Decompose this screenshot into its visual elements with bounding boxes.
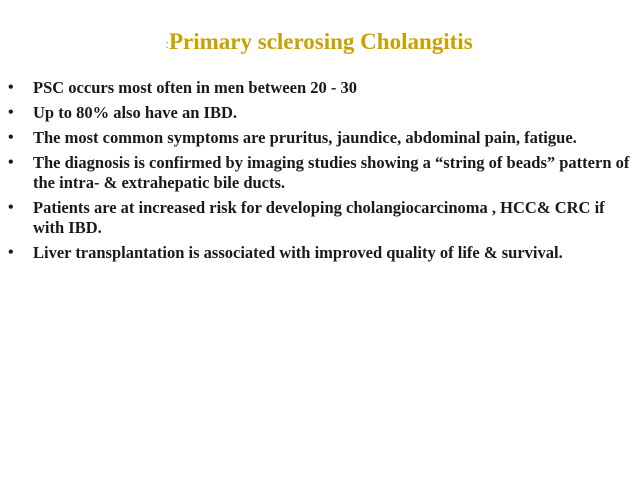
slide-title xyxy=(0,28,638,58)
bullet-item xyxy=(8,128,634,148)
slide-title-prefix: : xyxy=(165,36,169,51)
bullet-icon: • xyxy=(8,199,14,216)
bullet-list xyxy=(8,78,634,268)
bullet-text: Up to 80% also have an IBD. xyxy=(33,103,237,122)
bullet-item xyxy=(8,198,634,238)
bullet-icon: • xyxy=(8,129,14,146)
bullet-text: The most common symptoms are pruritus, jaundice, abdominal pain, fatigue. xyxy=(33,128,577,147)
bullet-text: The diagnosis is confirmed by imaging studies showing a “string of beads” pattern of the intra- & extrahepatic bile ducts. xyxy=(33,153,630,192)
bullet-text: Liver transplantation is associated with improved quality of life & survival. xyxy=(33,243,563,262)
bullet-icon: • xyxy=(8,79,14,96)
bullet-text: Patients are at increased risk for developing cholangiocarcinoma , HCC& CRC if with IBD. xyxy=(33,198,605,237)
bullet-icon: • xyxy=(8,104,14,121)
bullet-item xyxy=(8,103,634,123)
bullet-item xyxy=(8,78,634,98)
slide-title-text: Primary sclerosing Cholangitis xyxy=(168,29,473,54)
bullet-item xyxy=(8,153,634,193)
bullet-icon: • xyxy=(8,244,14,261)
bullet-text: PSC occurs most often in men between 20 - 30 xyxy=(33,78,357,97)
bullet-icon: • xyxy=(8,154,14,171)
bullet-item xyxy=(8,243,634,263)
